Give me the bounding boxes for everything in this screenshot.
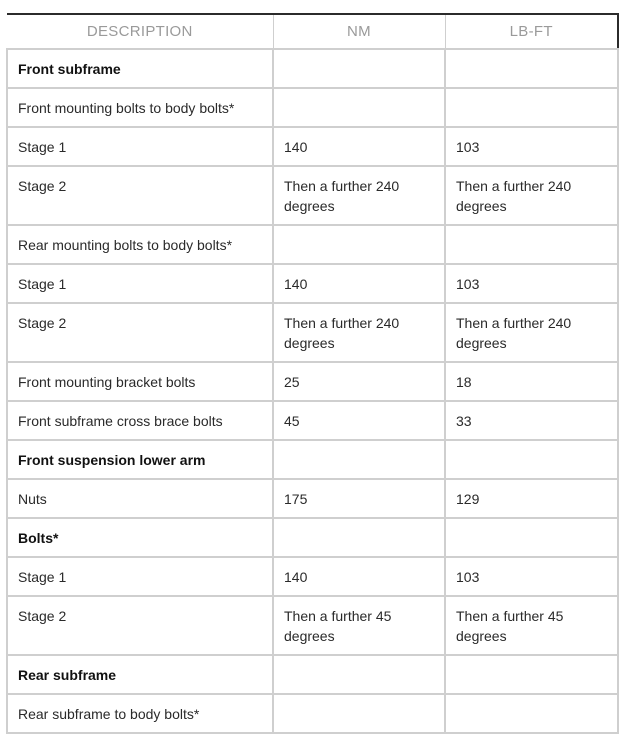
row-description: Stage 2 — [7, 303, 273, 362]
row-lbft — [445, 88, 618, 127]
row-description: Front subframe cross brace bolts — [7, 401, 273, 440]
row-description: Stage 1 — [7, 557, 273, 596]
table-row — [7, 88, 618, 127]
row-description: Rear mounting bolts to body bolts* — [7, 225, 273, 264]
row-lbft — [445, 49, 618, 88]
row-nm: 140 — [273, 264, 445, 303]
row-description: Front mounting bolts to body bolts* — [7, 88, 273, 127]
row-description: Stage 2 — [7, 166, 273, 225]
row-nm — [273, 694, 445, 733]
table-row — [7, 401, 618, 440]
row-nm: 45 — [273, 401, 445, 440]
row-nm — [273, 88, 445, 127]
row-lbft: 129 — [445, 479, 618, 518]
row-nm — [273, 49, 445, 88]
table-row — [7, 596, 618, 655]
row-nm — [273, 518, 445, 557]
row-nm — [273, 440, 445, 479]
row-nm: Then a further 240 degrees — [273, 166, 445, 225]
row-nm: Then a further 240 degrees — [273, 303, 445, 362]
table-body — [7, 49, 618, 733]
row-description: Bolts* — [7, 518, 273, 557]
row-lbft: Then a further 240 degrees — [445, 303, 618, 362]
row-lbft: 18 — [445, 362, 618, 401]
row-description: Front subframe — [7, 49, 273, 88]
table-row — [7, 127, 618, 166]
table-row — [7, 518, 618, 557]
row-nm: 175 — [273, 479, 445, 518]
table-row — [7, 479, 618, 518]
table-row — [7, 303, 618, 362]
row-lbft: Then a further 240 degrees — [445, 166, 618, 225]
row-lbft: 103 — [445, 264, 618, 303]
row-description: Front suspension lower arm — [7, 440, 273, 479]
table-row — [7, 694, 618, 733]
row-lbft: Then a further 45 degrees — [445, 596, 618, 655]
table-row — [7, 655, 618, 694]
row-description: Nuts — [7, 479, 273, 518]
row-lbft — [445, 225, 618, 264]
row-nm: 25 — [273, 362, 445, 401]
header-lbft: LB-FT — [445, 14, 618, 49]
row-nm: 140 — [273, 127, 445, 166]
torque-spec-table — [6, 13, 619, 734]
table-header — [7, 14, 618, 49]
row-lbft — [445, 655, 618, 694]
row-lbft — [445, 694, 618, 733]
row-description: Front mounting bracket bolts — [7, 362, 273, 401]
row-description: Rear subframe to body bolts* — [7, 694, 273, 733]
table-row — [7, 225, 618, 264]
row-nm: Then a further 45 degrees — [273, 596, 445, 655]
table-row — [7, 362, 618, 401]
table-row — [7, 49, 618, 88]
row-nm — [273, 225, 445, 264]
table-row — [7, 166, 618, 225]
header-nm: NM — [273, 14, 445, 49]
row-lbft: 103 — [445, 557, 618, 596]
row-nm: 140 — [273, 557, 445, 596]
row-description: Stage 1 — [7, 127, 273, 166]
row-lbft: 103 — [445, 127, 618, 166]
row-lbft — [445, 518, 618, 557]
row-description: Stage 1 — [7, 264, 273, 303]
row-lbft: 33 — [445, 401, 618, 440]
header-row — [7, 14, 618, 49]
torque-table-container — [6, 13, 617, 734]
row-lbft — [445, 440, 618, 479]
row-description: Stage 2 — [7, 596, 273, 655]
row-nm — [273, 655, 445, 694]
table-row — [7, 440, 618, 479]
header-description: DESCRIPTION — [7, 14, 273, 49]
row-description: Rear subframe — [7, 655, 273, 694]
table-row — [7, 264, 618, 303]
table-row — [7, 557, 618, 596]
